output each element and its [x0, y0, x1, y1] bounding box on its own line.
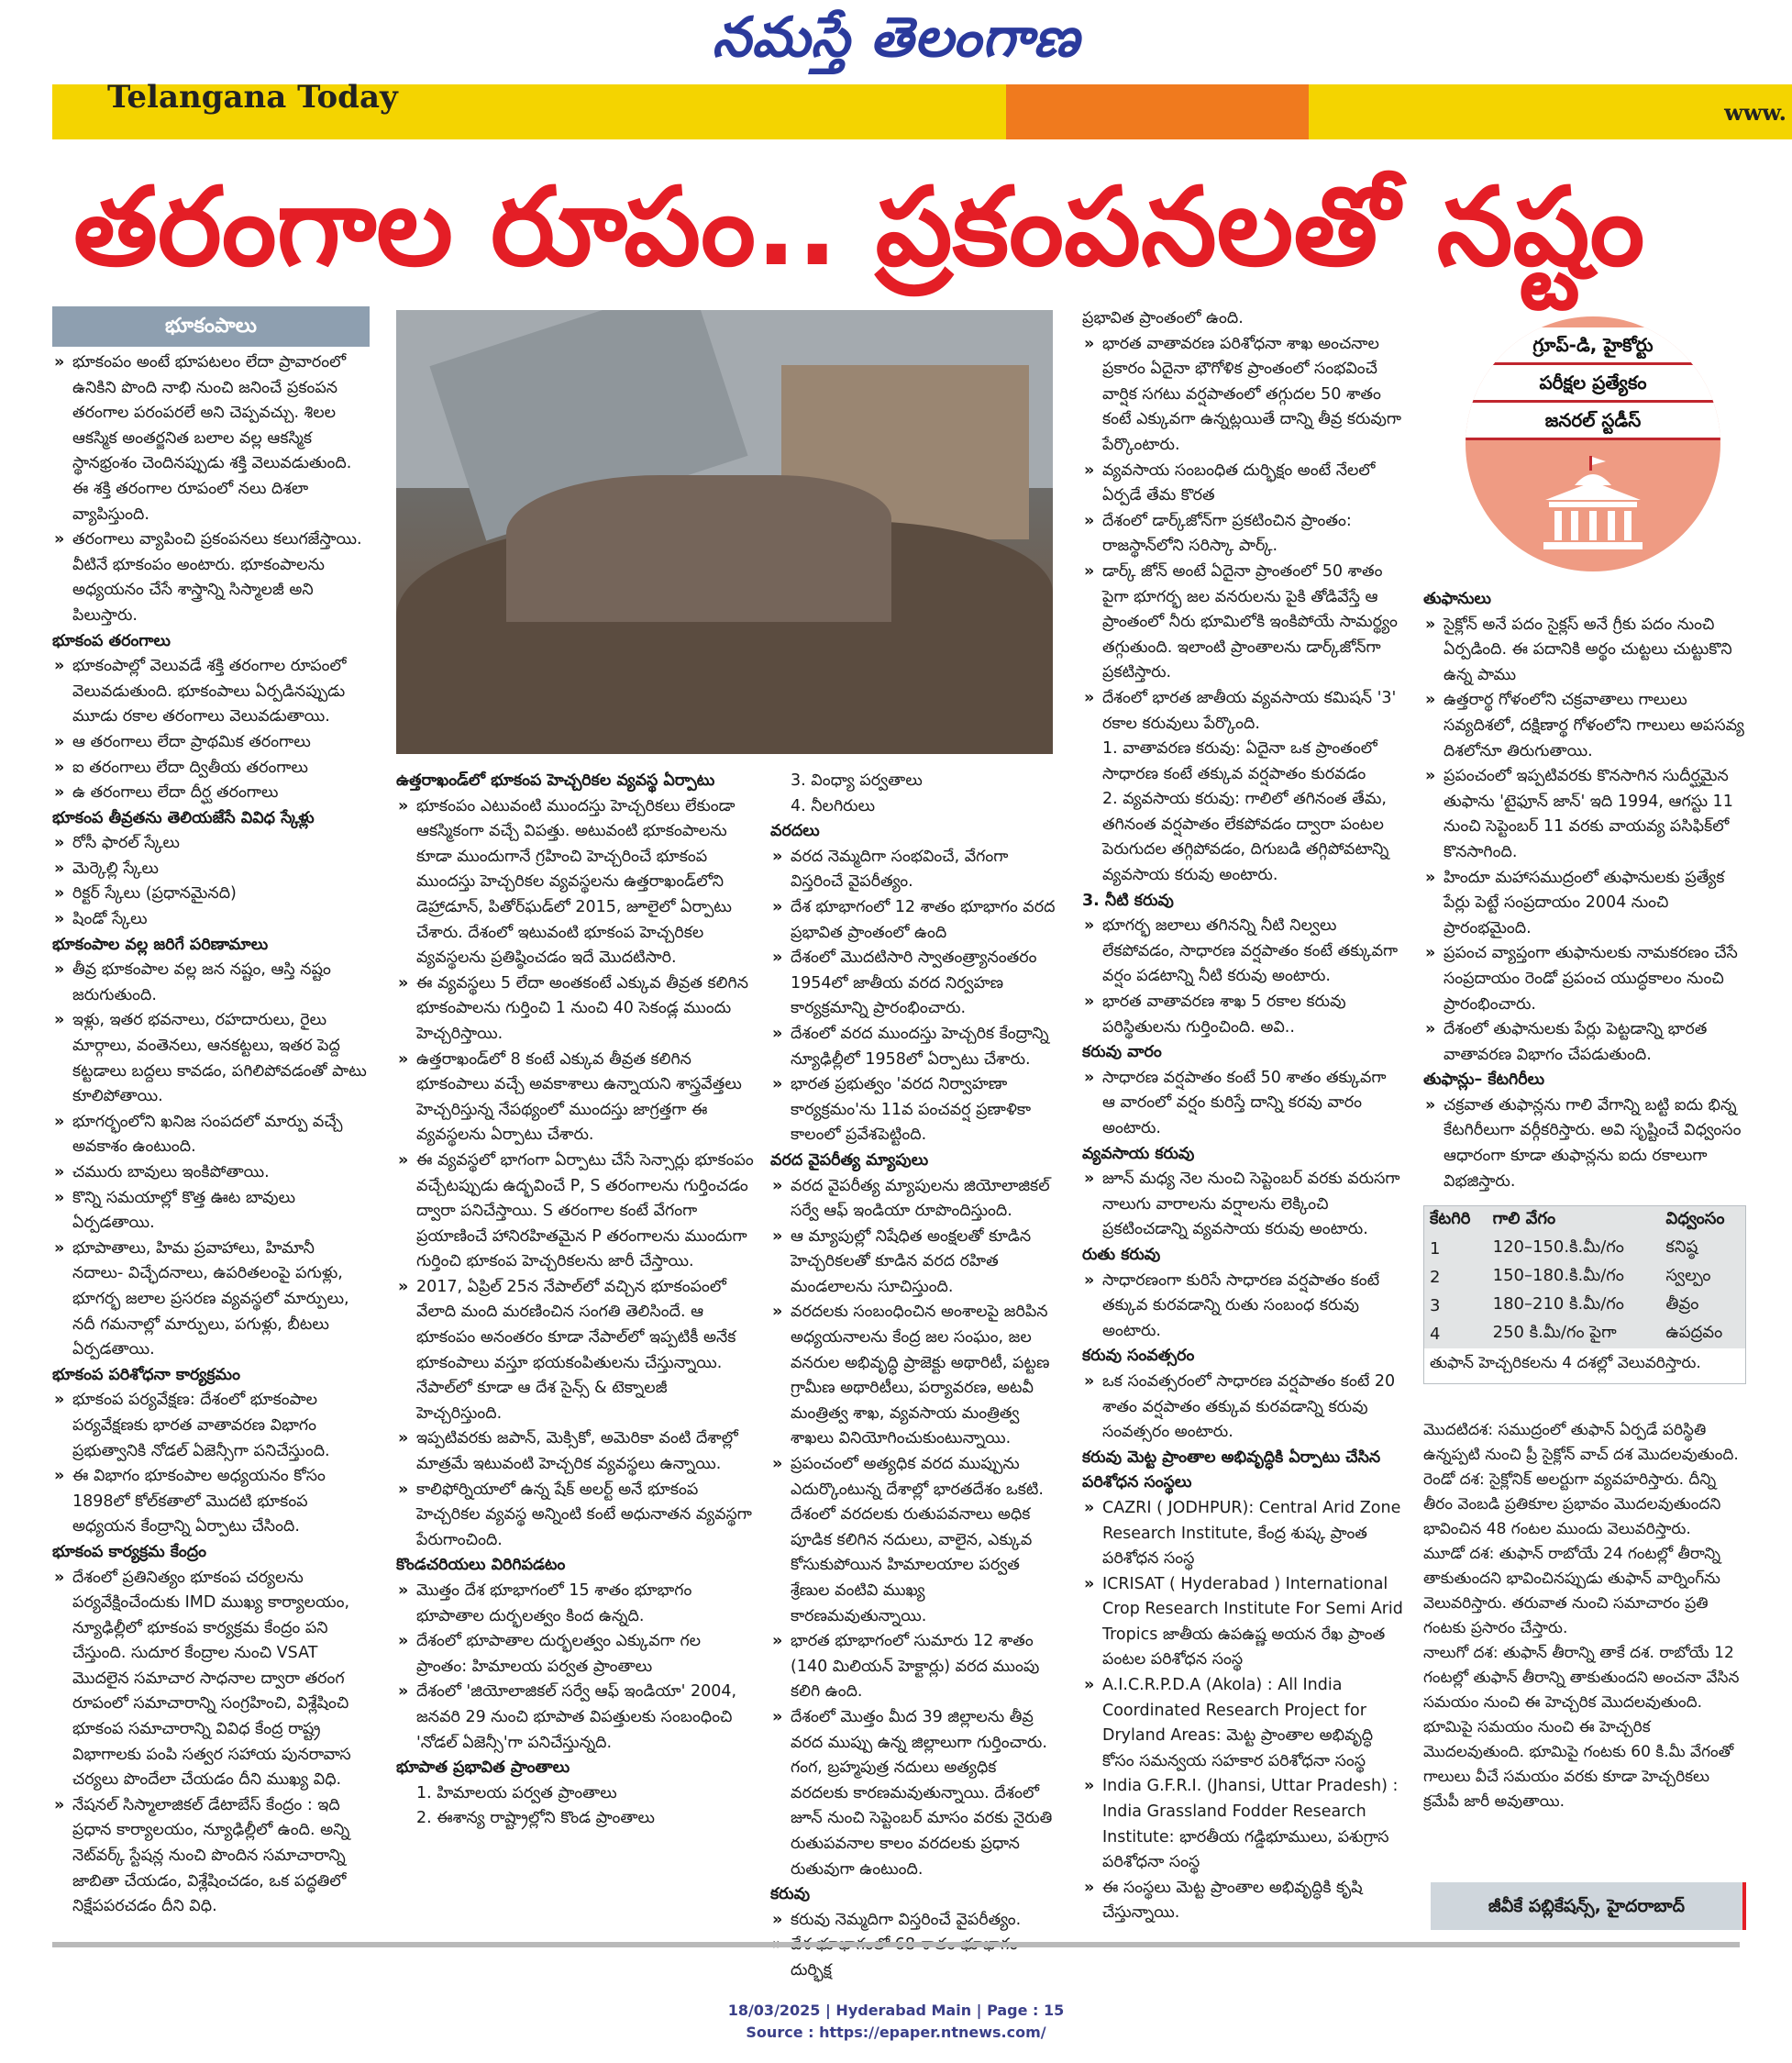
paragraph: » A.I.C.R.P.D.A (Akola) : All India Coordinated Research Project for Dryland Areas: మెట్ట ప్రాంతాల అభివృద్ధి కోసం సమన్వయ సహకార పరిశోధనా సంస్థ — [1082, 1673, 1403, 1774]
paragraph: » ఉ తరంగాలు లేదా దీర్ఘ తరంగాలు — [52, 781, 370, 806]
table-note: తుఫాన్ హెచ్చరికలను 4 దశల్లో వెలువరిస్తారు. — [1424, 1348, 1745, 1383]
subheading: తుఫాన్లు– కేటగిరీలు — [1423, 1070, 1545, 1090]
table-header: కేటగిరి — [1430, 1209, 1471, 1228]
earthquake-rubble-photo — [396, 310, 1053, 754]
paragraph: » భూగర్భ జలాలు తగినన్ని నీటి నిల్వలు లేకపోవడం, సాధారణ వర్షపాతం కంటే తక్కువగా వర్షం పడటాన్ని నీటి కరువు అంటారు. — [1082, 914, 1403, 990]
paragraph: » ICRISAT ( Hyderabad ) International Crop Research Institute For Semi Arid Tropics జాతీయ ఉపఉష్ణ అయన రేఖ ప్రాంత పంటల పరిశోధన సంస్థ — [1082, 1572, 1403, 1673]
band-right-text: www. — [1724, 99, 1786, 126]
paragraph: » CAZRI ( JODHPUR): Central Arid Zone Research Institute, కేంద్ర శుష్క ప్రాంత పరిశోధన సంస్థ — [1082, 1496, 1403, 1572]
paragraph: » సాధారణ వర్షపాతం కంటే 50 శాతం తక్కువగా ఆ వారంలో వర్షం కురిస్తే దాన్ని కరవు వారం అంటారు. — [1082, 1066, 1403, 1142]
paragraph: » భారత భూభాగంలో సుమారు 12 శాతం (140 మిలియన్ హెక్టార్లు) వరద ముంపు కలిగి ఉంది. — [770, 1629, 1056, 1705]
page-date-info: 18/03/2025 | Hyderabad Main | Page : 15 — [727, 2002, 1065, 2019]
table-cell: 4 — [1430, 1325, 1441, 1344]
page-headline: తరంగాల రూపం.. ప్రకంపనలతో నష్టం — [73, 163, 1645, 290]
column-2-body — [396, 769, 754, 1832]
paragraph: » దేశంలో 'జియోలాజికల్ సర్వే ఆఫ్ ఇండియా' 2004, జనవరి 29 నుంచి భూపాత విపత్తులకు సంబంధించి 'నోడల్ ఏజెన్సీ'గా పనిచేస్తున్నది. — [396, 1680, 754, 1756]
table-cell: 120–150.కి.మీ/గం — [1492, 1237, 1624, 1257]
subheading: భూకంపాల వల్ల జరిగే పరిణామాలు — [52, 935, 269, 954]
subheading: భూకంప తీవ్రతను తెలియజేసే వివిధ స్కేళ్లు — [52, 808, 315, 827]
table-cell: ఉపద్రవం — [1665, 1323, 1723, 1342]
table-row — [1424, 1263, 1745, 1292]
paragraph: » తీవ్ర భూకంపాల వల్ల జన నష్టం, ఆస్తి నష్టం జరుగుతుంది. — [52, 958, 370, 1008]
paragraph: » ప్రపంచ వ్యాప్తంగా తుఫానులకు నామకరణం చేసే సంప్రదాయం రెండో ప్రపంచ యుద్ధకాలం నుంచి ప్రారంభించారు. — [1423, 941, 1744, 1017]
paragraph: » జూన్ మధ్య నెల నుంచి సెప్టెంబర్ వరకు వరుసగా నాలుగు వారాలను వర్షాలను లెక్కించి ప్రకటించడాన్ని వ్యవసాయ కరువు అంటారు. — [1082, 1167, 1403, 1243]
bottom-divider — [52, 1942, 1740, 1947]
paragraph: » ఆ మ్యాపుల్లో నిషేధిత అంక్షలతో కూడిన హెచ్చరికలతో కూడిన వరద రహిత మండలాలను సూచిస్తుంది. — [770, 1225, 1056, 1301]
section-label: భూకంపాలు — [52, 306, 370, 347]
column-5-continued — [1423, 1418, 1744, 1814]
paragraph: » దేశంలో భూపాతాల దుర్భలత్వం ఎక్కువగా గల ప్రాంతం: హిమాలయ పర్వత ప్రాంతాలు — [396, 1629, 754, 1680]
paragraph: » భూకంపాల్లో వెలువడే శక్తి తరంగాల రూపంలో వెలువడుతుంది. భూకంపాలు ఏర్పడినప్పుడు మూడు రకాల తరంగాలు వెలువడుతాయి. — [52, 654, 370, 730]
table-cell: 180–210 కి.మీ/గం — [1492, 1294, 1624, 1314]
masthead-logo: నమస్తే తెలంగాణ — [712, 6, 1080, 70]
paragraph: » వరద వైపరీత్య మ్యాపులను జియోలాజికల్ సర్వే ఆఫ్ ఇండియా రూపొందిస్తుంది. — [770, 1174, 1056, 1225]
band-left-text: Telangana Today — [107, 79, 398, 116]
paragraph: » India G.F.R.I. (Jhansi, Uttar Pradesh) : India Grassland Fodder Research Institute: భారతీయ గడ్డిభూములు, పశుగ్రాస పరిశోధనా సంస్థ — [1082, 1774, 1403, 1875]
paragraph: » మెర్కెల్లి స్కేలు — [52, 857, 370, 882]
paragraph: » హిందూ మహాసముద్రంలో తుఫానులకు ప్రత్యేక పేర్లు పెట్టే సంప్రదాయం 2004 నుంచి ప్రారంభమైంది. — [1423, 866, 1744, 942]
column-5 — [1423, 587, 1744, 1194]
paragraph: » దేశంలో తుఫానులకు పేర్లు పెట్టడాన్ని భారత వాతావరణ విభాగం చేపడుతుంది. — [1423, 1017, 1744, 1068]
column-1 — [52, 306, 370, 1920]
paragraph: » తరంగాలు వ్యాపించి ప్రకంపనలు కలుగజేస్తాయి. వీటినే భూకంపం అంటారు. భూకంపాలను అధ్యయనం చేసే శాస్త్రాన్ని సిస్మాలజీ అని పిలుస్తారు. — [52, 527, 370, 628]
paragraph: » ఈ విభాగం భూకంపాల అధ్యయనం కోసం 1898లో కోల్‌కతాలో మొదటి భూకంప అధ్యయన కేంద్రాన్ని ఏర్పాటు చేసింది. — [52, 1464, 370, 1540]
subheading: కరువు మెట్ట ప్రాంతాల అభివృద్ధికి ఏర్పాటు చేసిన పరిశోధన సంస్థలు — [1082, 1447, 1381, 1492]
paragraph: » ఆ తరంగాలు లేదా ప్రాథమిక తరంగాలు — [52, 730, 370, 756]
paragraph: » ఇళ్లు, ఇతర భవనాలు, రహదారులు, రైలు మార్గాలు, వంతెనలు, ఆనకట్టలు, ఇతర పెద్ద కట్టడాలు బద్దలు కావడం, పగిలిపోవడంతో పాటు కూలిపోతాయి. — [52, 1008, 370, 1109]
paragraph: 1. వాతావరణ కరువు: ఏదైనా ఒక ప్రాంతంలో సాధారణ కంటే తక్కువ వర్షపాతం కురవడం — [1102, 739, 1377, 783]
table-cell: 3 — [1430, 1296, 1441, 1315]
table-cell: స్వల్పం — [1665, 1266, 1711, 1285]
paragraph: » నేషనల్ సిస్మాలాజికల్ డేటాబేస్ కేంద్రం : ఇది ప్రధాన కార్యాలయం, న్యూఢిల్లీలో ఉంది. అన్ని నెట్‌వర్క్ స్టేషన్ల నుంచి పొందిన సమాచారాన్ని జాబితా చేయడం, విశ్లేషించడం, ఒక పద్ధతిలో నిక్షేపపరచడం దీని విధి. — [52, 1793, 370, 1920]
paragraph: » ఈ సంస్థలు మెట్ట ప్రాంతాల అభివృద్ధికి కృషి చేస్తున్నాయి. — [1082, 1876, 1403, 1926]
table-cell: 250 కి.మీ/గం పైగా — [1492, 1323, 1617, 1342]
paragraph: » రిక్టర్ స్కేలు (ప్రధానమైనది) — [52, 882, 370, 907]
paragraph: మూడో దశ: తుఫాన్ రాబోయే 24 గంటల్లో తీరాన్ని తాకుతుందని భావించినప్పుడు తుఫాన్ వార్నింగ్‌ను వెలువరిస్తారు. తరువాత నుంచి సమాచారం ప్రతి గంటకు ప్రసారం చేస్తారు. — [1423, 1545, 1720, 1637]
table-cell: 2 — [1430, 1268, 1441, 1287]
paragraph: » భారత వాతావరణ శాఖ 5 రకాల కరువు పరిస్థితులను గుర్తించింది. అవి.. — [1082, 990, 1403, 1040]
paragraph: » ప్రపంచంలో ఇప్పటివరకు కొనసాగిన సుదీర్ఘమైన తుఫాను 'టైఫూన్ జాన్' ఇది 1994, ఆగస్టు 11 నుంచి సెప్టెంబర్ 11 వరకు వాయవ్య పసిఫిక్‌లో కొనసాగింది. — [1423, 764, 1744, 865]
subheading: 3. నీటి కరువు — [1082, 891, 1174, 910]
paragraph: » షిండో స్కేలు — [52, 907, 370, 933]
table-row — [1424, 1320, 1745, 1348]
column-4-body — [1082, 306, 1403, 1926]
publisher-credit: జీవీకే పబ్లికేషన్స్, హైదరాబాద్ — [1431, 1882, 1746, 1930]
column-4 — [1082, 306, 1403, 1926]
paragraph: » భూకంపం ఎటువంటి ముందస్తు హెచ్చరికలు లేకుండా ఆకస్మికంగా వచ్చే విపత్తు. అటువంటి భూకంపాలను కూడా ముందుగానే గ్రహించి హెచ్చరించే భూకంప ముందస్తు హెచ్చరికల వ్యవస్థలను ఉత్తరాఖండ్‌లోని డెహ్రాడూన్, పితోర్‌ఘడ్‌లో 2015, జూలైలో ఏర్పాటు చేశారు. దేశంలో ఇటువంటి భూకంప హెచ్చరికల వ్యవస్థలను ప్రతిష్ఠించడం ఇదే మొదటిసారి. — [396, 794, 754, 971]
subheading: కరువు సంవత్సరం — [1082, 1347, 1195, 1366]
band-accent-block — [1006, 84, 1309, 139]
subheading: వరదలు — [770, 822, 820, 841]
paragraph: » కొన్ని సమయాల్లో కొత్త ఊట బావులు ఏర్పడతాయి. — [52, 1186, 370, 1237]
cyclone-category-table — [1423, 1205, 1746, 1384]
subheading: ఉత్తరాఖండ్‌లో భూకంప హెచ్చరికల వ్యవస్థ ఏర్పాటు — [396, 771, 715, 790]
column-2 — [396, 769, 754, 1832]
color-band — [52, 79, 1792, 139]
paragraph: » ఉత్తరాఖండ్‌లో 8 కంటే ఎక్కువ తీవ్రత కలిగిన భూకంపాలు వచ్చే అవకాశాలు ఉన్నాయని శాస్త్రవేత్తలు హెచ్చరిస్తున్న నేపథ్యంలో ముందస్తు జాగ్రత్తగా ఈ వ్యవస్థలను ఏర్పాటు చేశారు. — [396, 1048, 754, 1148]
paragraph: » భూకంప పర్యవేక్షణ: దేశంలో భూకంపాల పర్యవేక్షణకు భారత వాతావరణ విభాగం ప్రభుత్వానికి నోడల్ ఏజెన్సీగా పనిచేస్తుంది. — [52, 1388, 370, 1464]
paragraph: నాలుగో దశ: తుఫాన్ తీరాన్ని తాకే దశ. రాబోయే 12 గంటల్లో తుఫాన్ తీరాన్ని తాకుతుందని అంచనా వేసిన సమయం నుంచి ఈ హెచ్చరిక మొదలవుతుంది. భూమిపై సమయం నుంచి ఈ హెచ్చరిక మొదలవుతుంది. భూమిపై గంటకు 60 కి.మీ వేగంతో గాలులు వీచే సమయం వరకు కూడా హెచ్చరికలు క్రమేపీ జారీ అవుతాయి. — [1423, 1644, 1740, 1811]
table-header-row — [1424, 1206, 1745, 1235]
paragraph: » డార్క్ జోన్ అంటే ఏదైనా ప్రాంతంలో 50 శాతం పైగా భూగర్భ జల వనరులను పైకి తోడివేస్తే ఆ ప్రాంతంలో నీరు భూమిలోకి ఇంకిపోయే సామర్థ్యం తగ్గుతుంది. ఇలాంటి ప్రాంతాలను డార్క్‌జోన్‌గా ప్రకటిస్తారు. — [1082, 560, 1403, 686]
table-cell: కనిష్ఠ — [1665, 1237, 1698, 1257]
page-meta — [0, 2000, 1792, 2044]
paragraph: » రోసీ ఫారల్ స్కేలు — [52, 831, 370, 857]
column-1-body — [52, 350, 370, 1920]
paragraph: » సైక్లోన్ అనే పదం సైక్లస్ అనే గ్రీకు పదం నుంచి ఏర్పడింది. ఈ పదానికి అర్థం చుట్టలు చుట్టుకొని ఉన్న పాము — [1423, 613, 1744, 689]
subheading: భూకంప తరంగాలు — [52, 631, 171, 650]
photo-rubble-pile — [506, 475, 891, 622]
paragraph: ప్రభావిత ప్రాంతంలో ఉంది. — [1082, 309, 1244, 327]
paragraph: 4. నీలగిరులు — [791, 796, 876, 815]
paragraph: » దేశంలో మొదటిసారి స్వాతంత్ర్యానంతరం 1954లో జాతీయ వరద నిర్వహణ కార్యక్రమాన్ని ప్రారంభించారు. — [770, 946, 1056, 1022]
paragraph: » దేశంలో వరద ముందస్తు హెచ్చరిక కేంద్రాన్ని న్యూఢిల్లీలో 1958లో ఏర్పాటు చేశారు. — [770, 1022, 1056, 1072]
paragraph: » ఈ వ్యవస్థలో భాగంగా ఏర్పాటు చేసే సెన్సార్లు భూకంపం వచ్చేటప్పుడు ఉద్భవించే P, S తరంగాలను గుర్తించడం ద్వారా పనిచేస్తాయి. S తరంగాల కంటే వేగంగా ప్రయాణించే హానిరహితమైన P తరంగాలను ముందుగా గుర్తించి భూకంప హెచ్చరికలను జారీ చేస్తాయి. — [396, 1148, 754, 1275]
paragraph: » కరువు నెమ్మదిగా విస్తరించే వైపరీత్యం. — [770, 1908, 1056, 1934]
government-building-icon — [1538, 454, 1648, 555]
table-row — [1424, 1235, 1745, 1263]
table-cell: తీవ్రం — [1665, 1294, 1699, 1314]
subheading: కొండచరియలు విరిగిపడటం — [396, 1556, 566, 1575]
table-header: గాలి వేగం — [1492, 1209, 1556, 1228]
column-5b-body — [1423, 1418, 1744, 1814]
subheading: వరద వైపరీత్య మ్యాపులు — [770, 1150, 929, 1170]
exam-special-badge — [1466, 316, 1720, 571]
paragraph: » దేశ భూభాగంలో 12 శాతం భూభాగం వరద ప్రభావిత ప్రాంతంలో ఉంది — [770, 895, 1056, 946]
paragraph: మొదటిదశ: సముద్రంలో తుఫాన్ ఏర్పడే పరిస్థితి ఉన్నప్పటి నుంచి ప్రీ సైక్లోన్ వాచ్ దశ మొదలవుతుంది. — [1423, 1421, 1739, 1464]
paragraph: » ప్రపంచంలో అత్యధిక వరద ముప్పును ఎదుర్కొంటున్న దేశాల్లో భారతదేశం ఒకటి. దేశంలో వరదలకు రుతుపవనాలు అధిక పూడిక కలిగిన నదులు, వాలైన, ఎక్కువ కోసుకుపోయిన హిమాలయాల పర్వత శ్రేణుల వంటివి ముఖ్య కారణమవుతున్నాయి. — [770, 1452, 1056, 1629]
paragraph: » దేశంలో ప్రతినిత్యం భూకంప చర్యలను పర్యవేక్షించేందుకు IMD ముఖ్య కార్యాలయం, న్యూఢిల్లీలో భూకంప కార్యక్రమ కేంద్రం పని చేస్తుంది. సుదూర కేంద్రాల నుంచి VSAT మొదలైన సమాచార సాధనాల ద్వారా తరంగ రూపంలో సమాచారాన్ని సంగ్రహించి, విశ్లేషించి భూకంప సమాచారాన్ని వివిధ కేంద్ర రాష్ట్ర విభాగాలకు పంపి సత్వర సహాయ పునరావాస చర్యలు పొందేలా చేయడం దీని ముఖ్య విధి. — [52, 1566, 370, 1793]
badge-line-1: గ్రూప్-డి, హైకోర్టు — [1466, 327, 1720, 365]
paragraph: » 2017, ఏప్రిల్ 25న నేపాల్‌లో వచ్చిన భూకంపంలో వేలాది మంది మరణించిన సంగతి తెలిసిందే. ఆ భూకంపం అనంతరం కూడా నేపాల్‌లో ఇప్పటికీ అనేక భూకంపాలు వస్తూ భయకంపితులను చేస్తున్నాయి. నేపాల్‌లో కూడా ఆ దేశ సైన్స్ & టెక్నాలజీ హెచ్చరిస్తుంది. — [396, 1275, 754, 1427]
paragraph: » మొత్తం దేశ భూభాగంలో 15 శాతం భూభాగం భూపాతాల దుర్భలత్వం కింద ఉన్నది. — [396, 1579, 754, 1629]
paragraph: » ఇప్పటివరకు జపాన్, మెక్సికో, అమెరికా వంటి దేశాల్లో మాత్రమే ఇటువంటి హెచ్చరిక వ్యవస్థలు ఉన్నాయి. — [396, 1426, 754, 1477]
subheading: తుఫానులు — [1423, 590, 1491, 608]
badge-line-3: జనరల్ స్టడీస్ — [1466, 403, 1720, 440]
paragraph: » దేశంలో భారత జాతీయ వ్యవసాయ కమిషన్ '3' రకాల కరువులు పేర్కొంది. — [1082, 686, 1403, 737]
subheading: రుతు కరువు — [1082, 1245, 1161, 1264]
table-cell: 150–180.కి.మీ/గం — [1492, 1266, 1624, 1285]
paragraph: 3. వింధ్యా పర్వతాలు — [791, 771, 923, 790]
paragraph: » ఈ వ్యవస్థలు 5 లేదా అంతకంటే ఎక్కువ తీవ్రత కలిగిన భూకంపాలను గుర్తించి 1 నుంచి 40 సెకండ్ల ముందు హెచ్చరిస్తాయి. — [396, 971, 754, 1048]
table-header: విధ్వంసం — [1665, 1209, 1725, 1228]
paragraph: » కాలిఫోర్నియాలో ఉన్న షేక్ అలర్ట్ అనే భూకంప హెచ్చరికల వ్యవస్థ అన్నింటి కంటే అధునాతన వ్యవస్థగా పేరుగాంచింది. — [396, 1478, 754, 1554]
subheading: భూకంప కార్యక్రమ కేంద్రం — [52, 1542, 207, 1561]
paragraph: » భారత ప్రభుత్వం 'వరద నిర్వాహణా కార్యక్రమం'ను 11వ పంచవర్ష ప్రణాళికా కాలంలో ప్రవేశపెట్టింది. — [770, 1072, 1056, 1148]
paragraph: రెండో దశ: సైక్లోనిక్ అలర్టుగా వ్యవహరిస్తారు. దీన్ని తీరం వెంబడి ప్రతికూల ప్రభావం మొదలవుతుందని భావించిన 48 గంటల ముందు వెలువరిస్తారు. — [1423, 1470, 1721, 1538]
paragraph: » ఐ తరంగాలు లేదా ద్వితీయ తరంగాలు — [52, 756, 370, 782]
paragraph: 2. ఈశాన్య రాష్ట్రాల్లోని కొండ ప్రాంతాలు — [416, 1809, 655, 1828]
paragraph: » వరదలకు సంబంధించిన అంశాలపై జరిపిన అధ్యయనాలను కేంద్ర జల సంఘం, జల వనరుల అభివృద్ధి ప్రాజెక్టు అథారిటీ, పట్టణ గ్రామీణ అథారిటీలు, పర్యావరణ, అటవీ మంత్రిత్వ శాఖ, వ్యవసాయ మంత్రిత్వ శాఖలు వినియోగించుకుంటున్నాయి. — [770, 1300, 1056, 1452]
paragraph: » దేశంలో డార్క్‌జోన్‌గా ప్రకటించిన ప్రాంతం: రాజస్థాన్‌లోని సరిస్కా పార్క్. — [1082, 509, 1403, 560]
subheading: భూపాత ప్రభావిత ప్రాంతాలు — [396, 1758, 570, 1778]
paragraph: » చమురు బావులు ఇంకిపోతాయి. — [52, 1160, 370, 1186]
paragraph: » దుర్భిక్ష — [770, 1933, 1056, 1983]
paragraph: 1. హిమాలయ పర్వత ప్రాంతాలు — [416, 1783, 617, 1802]
paragraph: » భూకంపం అంటే భూపటలం లేదా ప్రావారంలో ఉనికిని పొంది నాభి నుంచి జనించే ప్రకంపన తరంగాల పరంపరలే అని చెప్పవచ్చు. శిలల ఆకస్మిక అంతర్జనిత బలాల వల్ల ఆకస్మిక స్థానభ్రంశం చెందినప్పుడు శక్తి వెలువడుతుంది. ఈ శక్తి తరంగాల రూపంలో నలు దిశలా వ్యాపిస్తుంది. — [52, 350, 370, 527]
table-row — [1424, 1292, 1745, 1320]
column-5-body — [1423, 587, 1744, 1194]
subheading: భూకంప పరిశోధనా కార్యక్రమం — [52, 1365, 240, 1384]
paragraph: » చక్రవాత తుఫాన్లను గాలి వేగాన్ని బట్టి ఐదు భిన్న కేటగిరీలుగా వర్గీకరిస్తారు. అవి సృష్టించే విధ్వంసం ఆధారంగా కూడా తుఫాన్లను ఐదు రకాలుగా విభజిస్తారు. — [1423, 1093, 1744, 1194]
badge-line-2: పరీక్షల ప్రత్యేకం — [1466, 365, 1720, 403]
paragraph: » భూపాతాలు, హిమ ప్రవాహాలు, హిమానీ నదాలు- విచ్ఛేదనాలు, ఉపరితలంపై పగుళ్లు, భూగర్భ జలాల ప్రసరణ వ్యవస్థలో మార్పులు, నదీ గమనాల్లో మార్పులు, పగుళ్లు, బీటలు ఏర్పడతాయి. — [52, 1237, 370, 1363]
subheading: కరువు — [770, 1885, 811, 1904]
paragraph: » భారత వాతావరణ పరిశోధనా శాఖ అంచనాల ప్రకారం ఏదైనా భౌగోళిక ప్రాంతంలో సంభవించే వార్షిక సగటు వర్షపాతంలో తగ్గుదల 50 శాతం కంటే ఎక్కువగా ఉన్నట్లయితే దాన్ని తీవ్ర కరువుగా పేర్కొంటారు. — [1082, 332, 1403, 459]
paragraph: » సాధారణంగా కురిసే సాధారణ వర్షపాతం కంటే తక్కువ కురవడాన్ని రుతు సంబంధ కరువు అంటారు. — [1082, 1269, 1403, 1345]
page-source-link[interactable]: Source : https://epaper.ntnews.com/ — [746, 2024, 1046, 2041]
table-cell: 1 — [1430, 1239, 1441, 1259]
paragraph: » ఉత్తరార్థ గోళంలోని చక్రవాతాలు గాలులు సవ్యదిశలో, దక్షిణార్థ గోళంలోని గాలులు అపసవ్య దిశలోనూ తిరుగుతాయి. — [1423, 688, 1744, 764]
paragraph: » దేశంలో మొత్తం మీద 39 జిల్లాలను తీవ్ర వరద ముప్పు ఉన్న జిల్లాలుగా గుర్తించారు. గంగ, బ్రహ్మపుత్ర నదులు అత్యధిక వరదలకు కారణమవుతున్నాయి. దేశంలో జూన్ నుంచి సెప్టెంబర్ మాసం వరకు నైరుతి రుతుపవనాల కాలం వరదలకు ప్రధాన రుతువుగా ఉంటుంది. — [770, 1705, 1056, 1882]
paragraph: 2. వ్యవసాయ కరువు: గాలిలో తగినంత తేమ, తగినంత వర్షపాతం లేకపోవడం ద్వారా పంటల పెరుగుదల తగ్గిపోవడం, దిగుబడి తగ్గిపోవటాన్ని వ్యవసాయ కరువు అంటారు. — [1102, 790, 1389, 885]
subheading: కరువు వారం — [1082, 1043, 1162, 1062]
subheading: వ్యవసాయ కరువు — [1082, 1144, 1195, 1163]
column-3 — [770, 769, 1056, 1984]
paragraph: » వరద నెమ్మదిగా సంభవించే, వేగంగా విస్తరించే వైపరీత్యం. — [770, 845, 1056, 895]
column-3-body — [770, 769, 1056, 1984]
paragraph: » ఒక సంవత్సరంలో సాధారణ వర్షపాతం కంటే 20 శాతం వర్షపాతం తక్కువ కురవడాన్ని కరువు సంవత్సరం అంటారు. — [1082, 1370, 1403, 1446]
paragraph: » భూగర్భంలోని ఖనిజ సంపదలో మార్పు వచ్చే అవకాశం ఉంటుంది. — [52, 1110, 370, 1160]
paragraph: » వ్యవసాయ సంబంధిత దుర్భిక్షం అంటే నేలలో ఏర్పడే తేమ కొరత — [1082, 459, 1403, 509]
